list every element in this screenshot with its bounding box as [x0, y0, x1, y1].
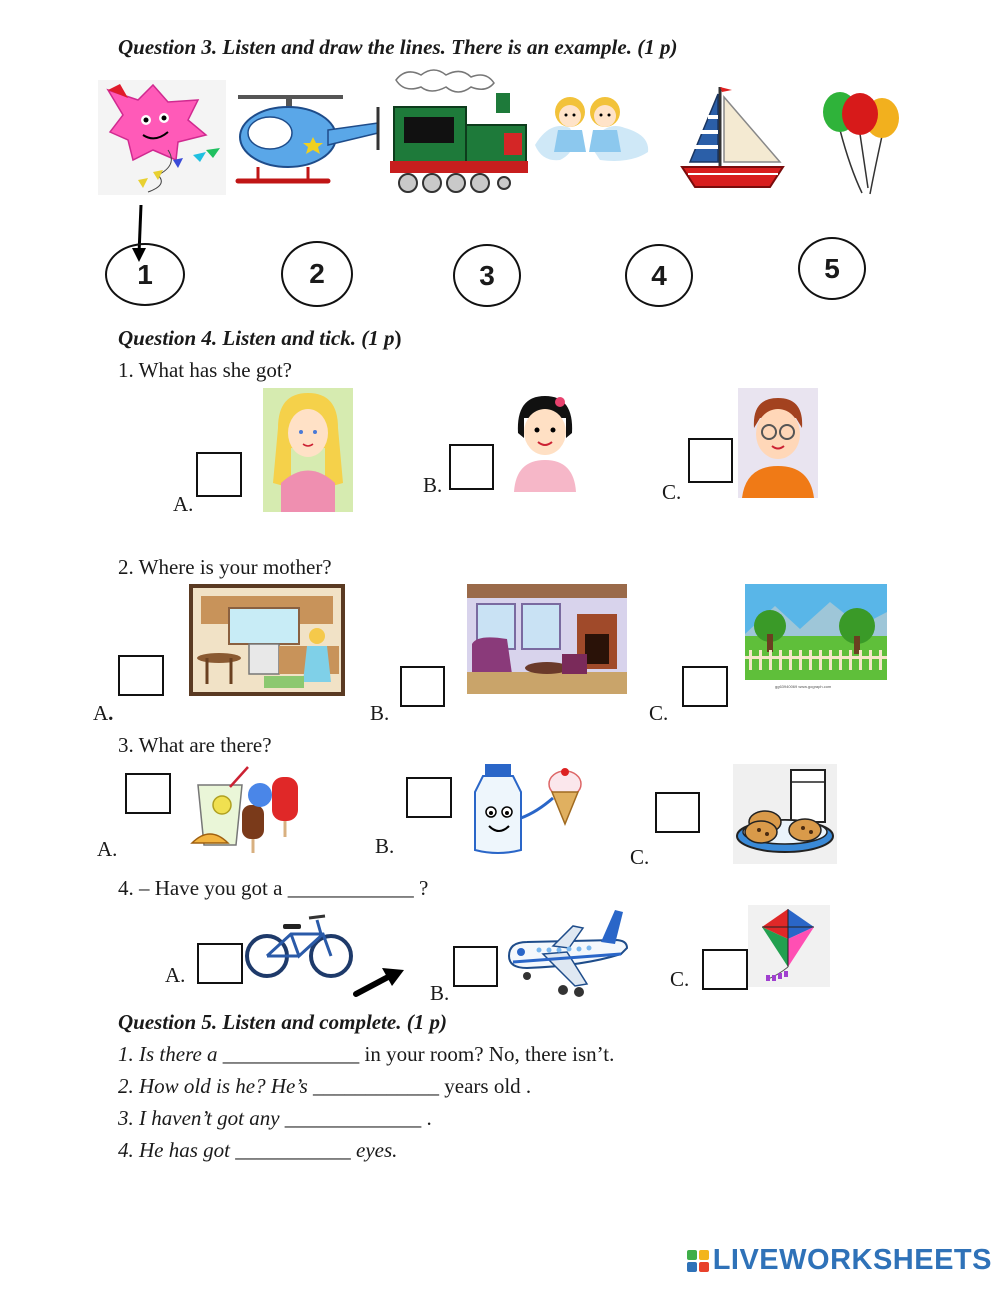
q4-item4-option-b-label: B.: [430, 981, 450, 1005]
q4-item2-option-b-label: B.: [370, 701, 390, 725]
answer-circle-4[interactable]: 4: [625, 244, 693, 307]
q4-item1-option-a-label: A.: [173, 492, 194, 516]
logo-blocks-icon: [687, 1250, 709, 1272]
q4-item1-checkbox-c[interactable]: [688, 438, 733, 483]
dolls-picture: [530, 90, 655, 165]
q4-item4-checkbox-c[interactable]: [702, 949, 748, 990]
q5-blank-1[interactable]: _____________: [222, 1042, 360, 1066]
image-watermark: gg63940069 www.gograph.com: [775, 684, 832, 689]
boy-with-glasses-picture: [738, 388, 818, 498]
q4-item3-question: 3. What are there?: [118, 733, 272, 757]
q4-item3-checkbox-c[interactable]: [655, 792, 700, 833]
q4-item2-checkbox-c[interactable]: [682, 666, 728, 707]
q4-item3-option-c-label: C.: [630, 845, 650, 869]
q4-item3-option-b-label: B.: [375, 834, 395, 858]
q4-item1-option-c-label: C.: [662, 480, 682, 504]
garden-picture: [745, 584, 887, 689]
cookies-and-milk-picture: [733, 764, 837, 864]
q4-item3-option-a-label: A.: [97, 837, 118, 861]
girl-short-black-hair-picture: [506, 388, 584, 492]
q5-line-2: 2. How old is he? He’s ____________ years old .: [118, 1074, 532, 1098]
boat-picture: [680, 82, 785, 194]
q4-item1-question: 1. What has she got?: [118, 358, 292, 382]
q5-line-1: 1. Is there a _____________ in your room? No, there isn’t.: [118, 1042, 615, 1066]
q3-title: Question 3. Listen and draw the lines. There is an example. (1 p): [118, 35, 678, 59]
balloons-picture: [820, 88, 902, 196]
living-room-picture: [467, 584, 627, 694]
pointer-arrow-icon: [352, 966, 404, 998]
airplane-picture: [503, 906, 633, 1000]
girl-long-blonde-hair-picture: [263, 388, 353, 512]
q4-item4-checkbox-a[interactable]: [197, 943, 243, 984]
q5-line-3: 3. I haven’t got any _____________ .: [118, 1106, 432, 1130]
q4-item2-question: 2. Where is your mother?: [118, 555, 332, 579]
q5-blank-4[interactable]: ___________: [235, 1138, 351, 1162]
bicycle-picture: [243, 910, 355, 980]
q4-item4-checkbox-b[interactable]: [453, 946, 498, 987]
kitchen-picture: [189, 584, 345, 696]
q5-blank-2[interactable]: ____________: [313, 1074, 440, 1098]
q4-item3-checkbox-b[interactable]: [406, 777, 452, 818]
q4-item2-checkbox-b[interactable]: [400, 666, 445, 707]
q4-item4-question: 4. – Have you got a ____________ ?: [118, 876, 429, 900]
kite-picture: [98, 80, 226, 195]
answer-circle-1[interactable]: 1: [105, 243, 185, 306]
q4-item4-option-a-label: A.: [165, 963, 186, 987]
q4-item3-checkbox-a[interactable]: [125, 773, 171, 814]
helicopter-picture: [228, 85, 388, 197]
q5-line-4: 4. He has got ___________ eyes.: [118, 1138, 398, 1162]
q4-title: Question 4. Listen and tick. (1 p): [118, 326, 402, 350]
milk-and-ice-cream-picture: [457, 762, 592, 857]
q4-item2-checkbox-a[interactable]: [118, 655, 164, 696]
answer-circle-3[interactable]: 3: [453, 244, 521, 307]
q4-item2-option-a-label: A.: [93, 701, 114, 725]
q5-blank-3[interactable]: _____________: [284, 1106, 422, 1130]
brand-name: LIVEWORKSHEETS: [712, 1244, 992, 1276]
answer-circle-5[interactable]: 5: [798, 237, 866, 300]
q5-title: Question 5. Listen and complete. (1 p): [118, 1010, 447, 1034]
drinks-and-ice-lollies-picture: [180, 765, 315, 857]
q4-item1-checkbox-b[interactable]: [449, 444, 494, 490]
kite-small-picture: [748, 905, 830, 987]
q4-item4-option-c-label: C.: [670, 967, 690, 991]
answer-circle-2[interactable]: 2: [281, 241, 353, 307]
train-picture: [386, 65, 531, 197]
q4-item1-checkbox-a[interactable]: [196, 452, 242, 497]
q4-item1-option-b-label: B.: [423, 473, 443, 497]
liveworksheets-logo: [687, 1244, 992, 1277]
q4-item2-option-c-label: C.: [649, 701, 669, 725]
